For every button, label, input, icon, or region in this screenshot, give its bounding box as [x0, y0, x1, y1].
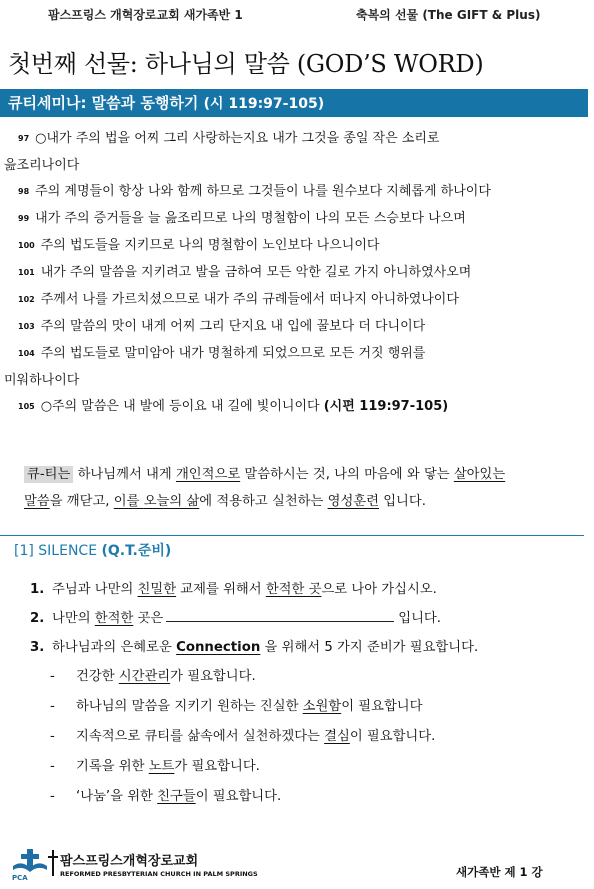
- item-keyword: Connection: [176, 640, 261, 655]
- verse-99: [18, 206, 578, 233]
- item-text: 입니다.: [398, 611, 441, 626]
- item-text: 을 위해서 5 가지 준비가 필요합니다.: [260, 640, 479, 655]
- definition-text: 에 적용하고 실천하는: [199, 494, 328, 509]
- verse-text: 주의 계명들이 항상 나와 함께 하므로 그것들이 나를 원수보다 지혜롭게 하나이다: [35, 184, 491, 199]
- list-item: [30, 604, 580, 633]
- section-divider: [0, 535, 584, 536]
- verse-text: 내가 주의 증거들을 늘 읊조리므로 나의 명철함이 나의 모든 스승보다 나으며: [35, 211, 466, 226]
- verse-text: 내가 주의 말씀을 지키려고 발을 금하여 모든 악한 길로 가지 아니하였사오며: [40, 265, 472, 280]
- verse-number: 101: [18, 268, 35, 277]
- preparation-list: [30, 575, 580, 812]
- verse-97-continued: 읊조리나이다: [4, 158, 80, 173]
- verse-105: [18, 394, 578, 421]
- verse-104: [18, 341, 578, 368]
- definition-keyword: 개인적으로: [175, 467, 241, 482]
- sub-item-text: 가 필요합니다.: [174, 759, 260, 774]
- verse-number: 97: [18, 134, 30, 143]
- verse-number: 103: [18, 322, 35, 331]
- verse-number: 100: [18, 241, 35, 250]
- verse-104-continued: 미워하나이다: [4, 373, 80, 388]
- definition-keyword: 말씀: [24, 494, 50, 509]
- verse-number: 105: [18, 402, 35, 411]
- qt-definition: [24, 461, 580, 515]
- verse-101: [18, 260, 578, 287]
- item-text: 교제를 위해서: [176, 582, 266, 597]
- sub-item-text: 하나님의 말씀을 지키기 원하는 진실한: [76, 699, 303, 714]
- dash-bullet: -: [50, 729, 55, 744]
- sub-item-keyword: 소원함: [302, 699, 342, 714]
- definition-text: 을 깨닫고,: [49, 494, 114, 509]
- sub-item: [30, 722, 580, 752]
- definition-text: 말씀하시는 것, 나의 마음에 와 닿는: [240, 467, 454, 482]
- item-text: 으로 나아 가십시오.: [321, 582, 437, 597]
- item-number: 2.: [30, 611, 45, 626]
- definition-keyword: 오늘의 삶: [143, 494, 200, 509]
- item-text: 나만의: [52, 611, 95, 626]
- verse-100: [18, 233, 578, 260]
- verse-text: 주께서 나를 가르치셨으므로 내가 주의 규례들에서 떠나지 아니하였나이다: [40, 292, 459, 307]
- verse-reference: (시편 119:97-105): [323, 399, 449, 414]
- sub-item-text: 이 필요합니다.: [349, 729, 436, 744]
- church-name: 팜스프링스개혁장로교회: [60, 854, 199, 869]
- sub-item: [30, 692, 580, 722]
- sub-item-text: ‘나눔’을 위한: [76, 789, 158, 804]
- item-text: 곳은: [133, 611, 164, 626]
- definition-keyword: 살아있는: [453, 467, 506, 482]
- verse-text: 주의 말씀의 맛이 내게 어찌 그리 단지요 내 입에 꿀보다 더 다니이다: [40, 319, 426, 334]
- verse-97: [18, 126, 578, 153]
- item-number: 3.: [30, 640, 45, 655]
- silence-number: [1] SILENCE: [14, 543, 102, 559]
- sub-item-text: 지속적으로 큐티를 삶속에서 실천하겠다는: [76, 729, 325, 744]
- header-right-text: 축복의 선물 (The GIFT & Plus): [356, 8, 541, 22]
- page-title: 첫번째 선물: 하나님의 말씀 (GOD’S WORD): [8, 50, 484, 78]
- sub-item-keyword: 친구들: [157, 789, 196, 804]
- item-keyword: 한적한 곳: [265, 582, 322, 597]
- item-text: 주님과 나만의: [52, 582, 138, 597]
- item-keyword: 친밀한: [137, 582, 177, 597]
- item-text: 하나님과의 은혜로운: [52, 640, 177, 655]
- sub-item-keyword: 결심: [324, 729, 350, 744]
- verse-98: [18, 179, 578, 206]
- section-bar-ref: (시 119:97-105): [203, 96, 325, 112]
- sub-item-text: 기록을 위한: [76, 759, 149, 774]
- sub-item-text: 건강한: [76, 669, 119, 684]
- dash-bullet: -: [50, 759, 55, 774]
- definition-text: 입니다.: [378, 494, 426, 509]
- header-left-text: 팜스프링스 개혁장로교회 새가족반 1: [48, 8, 243, 22]
- verse-number: 98: [18, 187, 30, 196]
- verse-number: 104: [18, 349, 35, 358]
- verse-text: 주의 법도들을 지키므로 나의 명철함이 노인보다 나으니이다: [40, 238, 380, 253]
- fill-in-blank[interactable]: [166, 607, 394, 622]
- silence-heading: [14, 541, 171, 561]
- page-footer: [0, 846, 594, 889]
- item-number: 1.: [30, 582, 45, 597]
- verse-number: 99: [18, 214, 30, 223]
- sub-item-text: 이 필요합니다: [341, 699, 423, 714]
- definition-term: 큐-티는: [24, 466, 73, 483]
- section-bar-label: 큐티세미나: 말씀과 동행하기: [8, 94, 199, 112]
- verse-list: [4, 126, 578, 421]
- sub-item-keyword: 노트: [148, 759, 175, 774]
- page-label: 새가족반 제 1 강: [456, 865, 543, 879]
- section-bar: [0, 89, 588, 117]
- church-name-english: REFORMED PRESBYTERIAN CHURCH IN PALM SPRINGS: [60, 870, 258, 878]
- sub-item-text: 가 필요합니다.: [170, 669, 256, 684]
- item-keyword: 한적한: [94, 611, 134, 626]
- definition-text: 하나님께서 내게: [73, 467, 176, 482]
- definition-keyword: 이를: [113, 494, 144, 509]
- verse-number: 102: [18, 295, 35, 304]
- sub-item: [30, 782, 580, 812]
- dash-bullet: -: [50, 699, 55, 714]
- sub-item-keyword: 시간관리: [118, 669, 171, 684]
- silence-label: (Q.T.준비): [101, 543, 172, 559]
- list-item: [30, 633, 580, 662]
- cross-icon: [48, 850, 58, 876]
- verse-text: ○내가 주의 법을 어찌 그리 사랑하는지요 내가 그것을 종일 작은 소리로: [35, 131, 440, 146]
- sub-item: [30, 662, 580, 692]
- page-header: [0, 6, 594, 24]
- definition-keyword: 영성훈련: [327, 494, 379, 509]
- verse-text: 주의 법도들로 말미암아 내가 명철하게 되었으므로 모든 거짓 행위를: [40, 346, 426, 361]
- list-item: [30, 575, 580, 604]
- pca-label: PCA: [12, 874, 28, 882]
- dash-bullet: -: [50, 669, 55, 684]
- verse-text: ○주의 말씀은 내 발에 등이요 내 길에 빛이니이다: [40, 399, 320, 414]
- verse-102: [18, 287, 578, 314]
- verse-103: [18, 314, 578, 341]
- sub-item-text: 이 필요합니다.: [195, 789, 282, 804]
- sub-item: [30, 752, 580, 782]
- dash-bullet: -: [50, 789, 55, 804]
